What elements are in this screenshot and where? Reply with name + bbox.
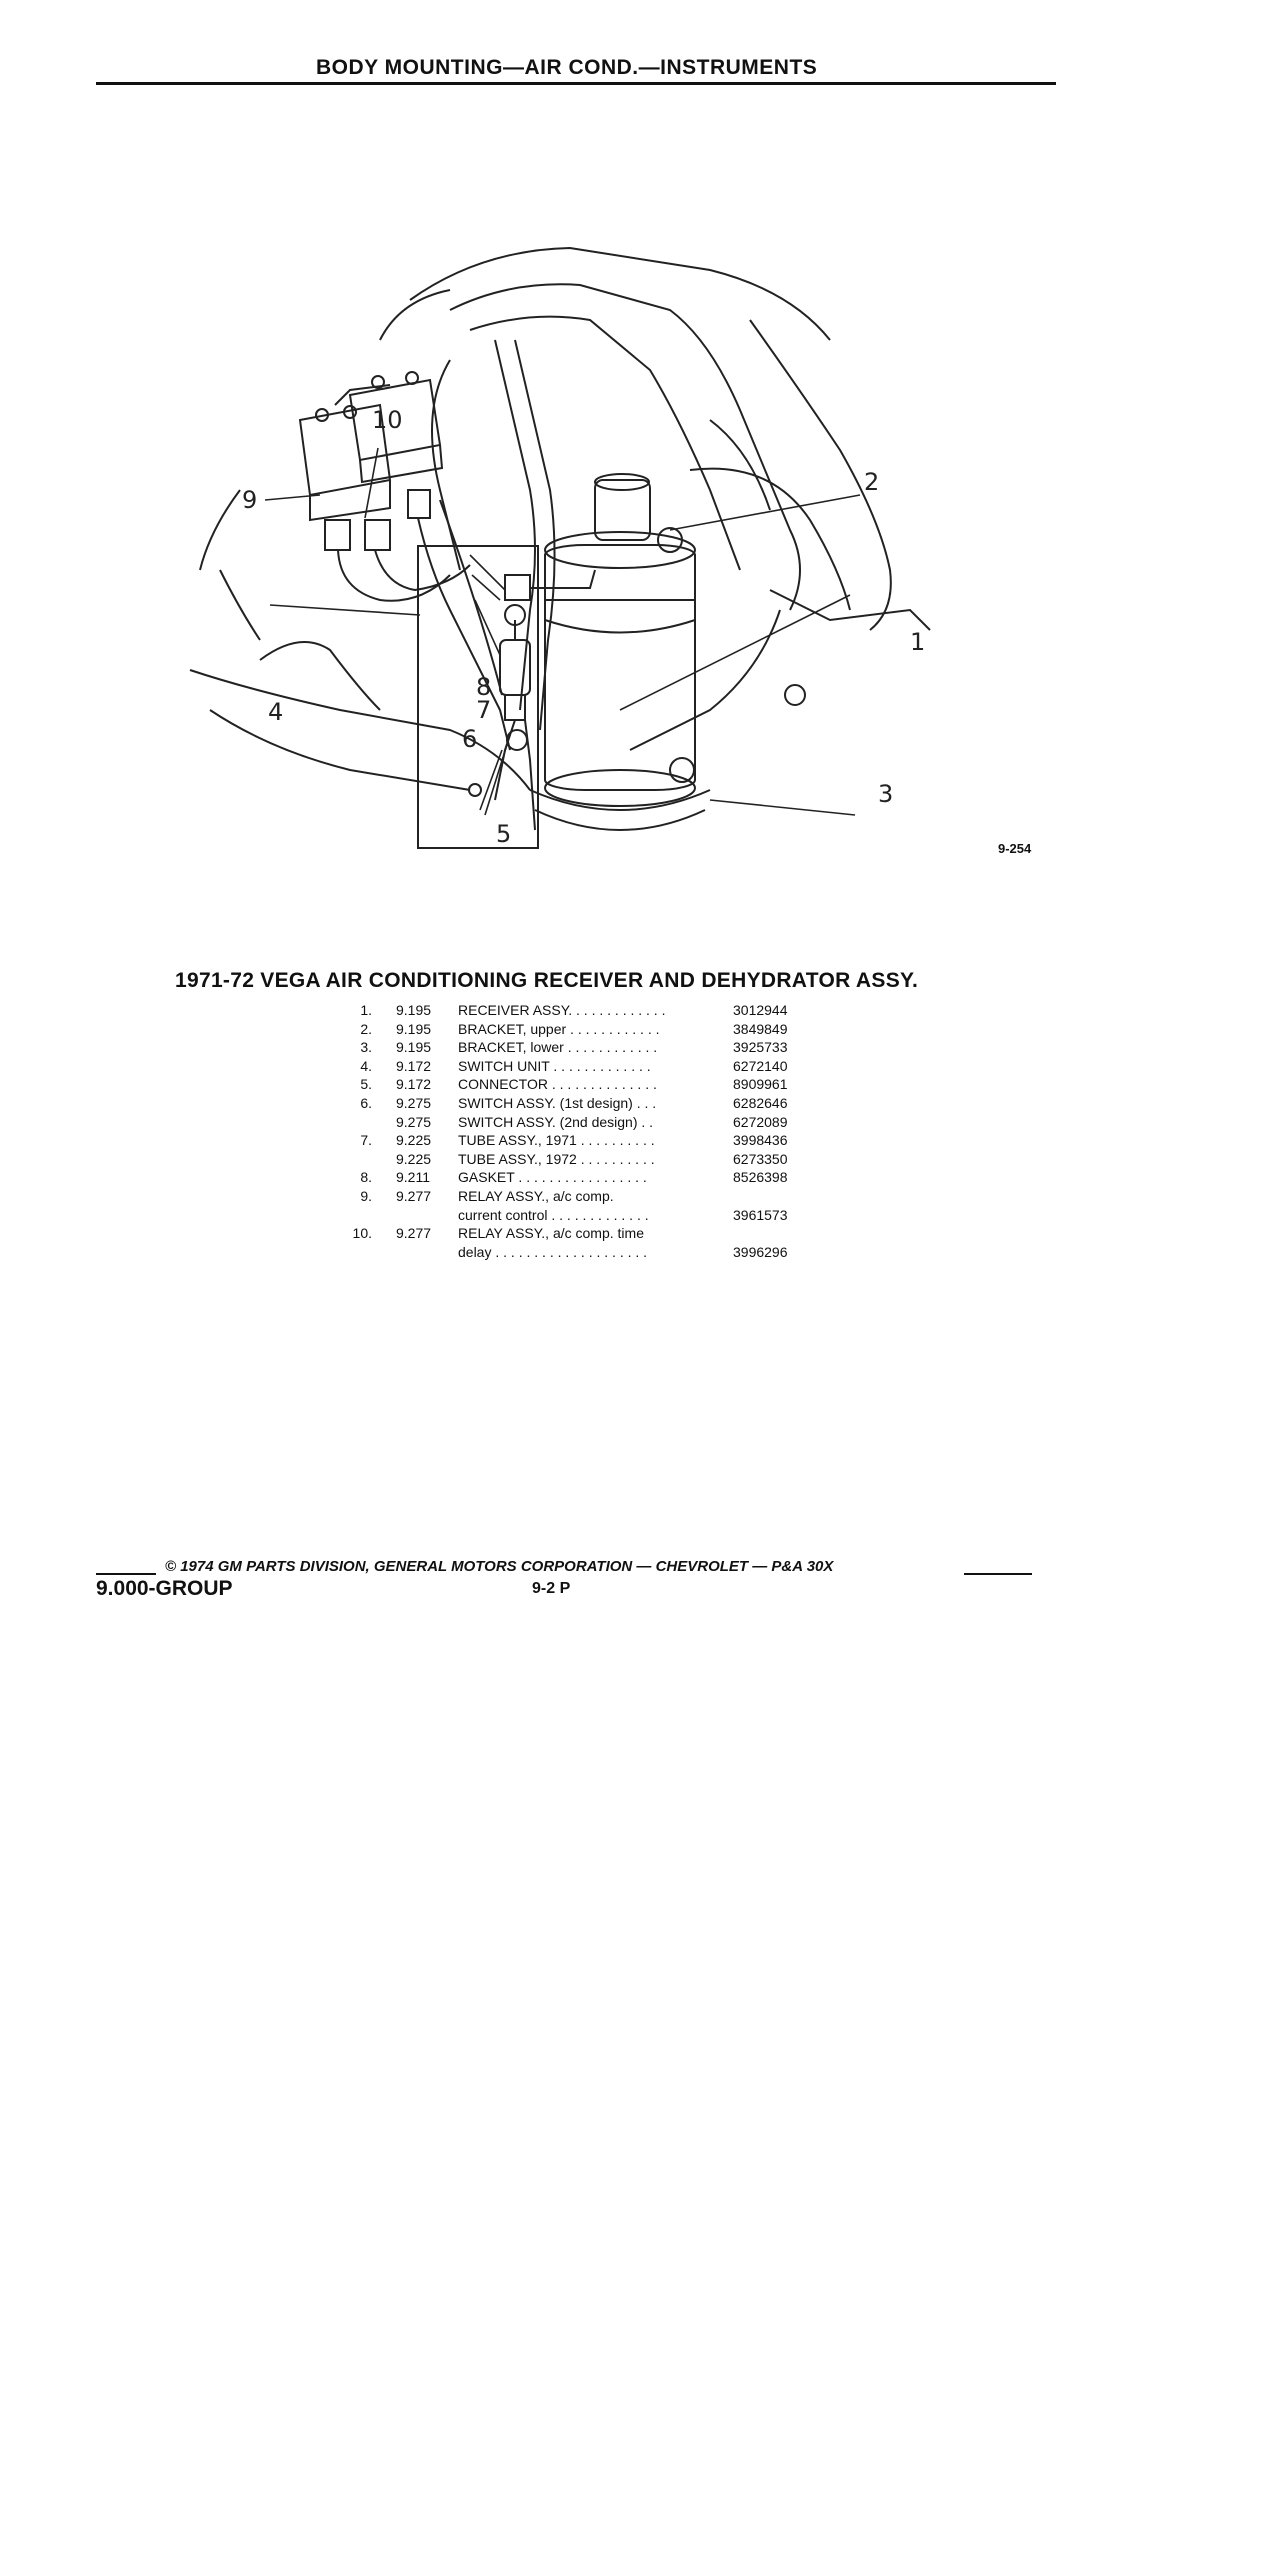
part-description: SWITCH ASSY. (2nd design) . .	[458, 1113, 654, 1130]
part-group: 9.275	[396, 1113, 432, 1130]
part-number-index: 7.	[360, 1132, 372, 1149]
part-number: 8909961	[733, 1076, 788, 1093]
footer-group: 9.000-GROUP	[96, 1577, 233, 1600]
part-number-index	[335, 1113, 372, 1132]
callout-1: 1	[910, 628, 926, 656]
footer-rule-left	[96, 1573, 156, 1575]
callout-2: 2	[864, 468, 880, 496]
callout-5: 5	[496, 820, 512, 848]
part-number-index	[335, 1243, 372, 1262]
part-description: TUBE ASSY., 1972 . . . . . . . . . .	[458, 1150, 655, 1167]
parts-row	[335, 1168, 823, 1187]
part-description: BRACKET, upper . . . . . . . . . . . .	[458, 1020, 660, 1037]
part-number: 3012944	[733, 1002, 788, 1018]
callout-4: 4	[268, 698, 284, 726]
parts-row	[335, 1075, 823, 1094]
part-number: 3849849	[733, 1020, 788, 1037]
part-number: 6282646	[733, 1094, 788, 1111]
part-number-index: 2.	[360, 1020, 372, 1037]
part-group: 9.277	[396, 1187, 432, 1204]
callout-9: 9	[242, 486, 258, 514]
part-number: 6272089	[733, 1113, 788, 1130]
part-description: BRACKET, lower . . . . . . . . . . . .	[458, 1039, 658, 1056]
part-number: 3961573	[733, 1206, 788, 1223]
part-number: 8526398	[733, 1169, 788, 1186]
part-number-index: 9.	[360, 1187, 372, 1204]
part-description: delay . . . . . . . . . . . . . . . . . . . .	[458, 1243, 648, 1260]
footer-copyright: © 1974 GM PARTS DIVISION, GENERAL MOTORS CORPORATION — CHEVROLET — P&A 30X	[165, 1558, 834, 1575]
footer-rule-right	[964, 1573, 1032, 1575]
part-group: 9.277	[396, 1225, 432, 1242]
callout-3: 3	[878, 780, 894, 808]
parts-row	[335, 1020, 823, 1039]
part-description: SWITCH ASSY. (1st design) . . .	[458, 1094, 657, 1111]
parts-row	[335, 1131, 823, 1150]
part-group	[372, 1243, 458, 1262]
part-group: 9.195	[396, 1039, 432, 1056]
part-number-index: 3.	[360, 1039, 372, 1056]
part-number-index: 10.	[352, 1225, 372, 1242]
part-description: TUBE ASSY., 1971 . . . . . . . . . .	[458, 1132, 655, 1149]
part-number-index	[335, 1206, 372, 1225]
part-number-index: 8.	[360, 1169, 372, 1186]
footer-page-number: 9-2 P	[532, 1580, 571, 1597]
part-number: 3998436	[733, 1132, 788, 1149]
section-title: 1971-72 VEGA AIR CONDITIONING RECEIVER AND DEHYDRATOR ASSY.	[175, 969, 919, 992]
part-description: GASKET . . . . . . . . . . . . . . . . .	[458, 1169, 647, 1186]
part-number: 6272140	[733, 1057, 788, 1074]
part-number-index: 1.	[360, 1002, 372, 1018]
parts-row	[335, 1243, 823, 1262]
header-rule	[96, 82, 1056, 85]
part-description: RELAY ASSY., a/c comp.	[458, 1187, 614, 1204]
part-group: 9.195	[396, 1002, 432, 1018]
parts-row	[335, 1206, 823, 1225]
part-group: 9.195	[396, 1020, 432, 1037]
receiver-dehydrator-illustration	[150, 190, 1030, 890]
part-description: CONNECTOR . . . . . . . . . . . . . .	[458, 1076, 657, 1093]
part-description: SWITCH UNIT . . . . . . . . . . . . .	[458, 1057, 651, 1074]
callout-10: 10	[372, 406, 403, 434]
part-group: 9.225	[396, 1150, 432, 1167]
parts-row	[335, 1038, 823, 1057]
parts-row	[335, 1224, 823, 1243]
part-group: 9.225	[396, 1132, 432, 1149]
part-number-index: 6.	[360, 1094, 372, 1111]
part-group: 9.172	[396, 1057, 432, 1074]
part-description: current control . . . . . . . . . . . . .	[458, 1206, 649, 1223]
part-number	[733, 1224, 823, 1243]
part-description: RECEIVER ASSY. . . . . . . . . . . . .	[458, 1002, 666, 1018]
part-description: RELAY ASSY., a/c comp. time	[458, 1225, 644, 1242]
part-group: 9.172	[396, 1076, 432, 1093]
part-group: 9.275	[396, 1094, 432, 1111]
callout-8: 8	[476, 673, 492, 701]
page-header-title: BODY MOUNTING—AIR COND.—INSTRUMENTS	[316, 56, 818, 79]
parts-row	[335, 1001, 823, 1020]
part-number: 3925733	[733, 1039, 788, 1056]
parts-list	[335, 1001, 823, 1261]
part-group: 9.211	[396, 1169, 430, 1186]
callout-6: 6	[462, 725, 478, 753]
part-number: 3996296	[733, 1243, 788, 1260]
parts-row	[335, 1187, 823, 1206]
part-group	[372, 1206, 458, 1225]
parts-row	[335, 1113, 823, 1132]
parts-row	[335, 1094, 823, 1113]
parts-row	[335, 1150, 823, 1169]
figure-number: 9-254	[998, 841, 1032, 856]
part-number	[733, 1187, 823, 1206]
part-number-index: 4.	[360, 1057, 372, 1074]
part-number: 6273350	[733, 1150, 788, 1167]
part-number-index	[335, 1150, 372, 1169]
parts-row	[335, 1057, 823, 1076]
callout-7: 7	[476, 696, 492, 724]
part-number-index: 5.	[360, 1076, 372, 1093]
